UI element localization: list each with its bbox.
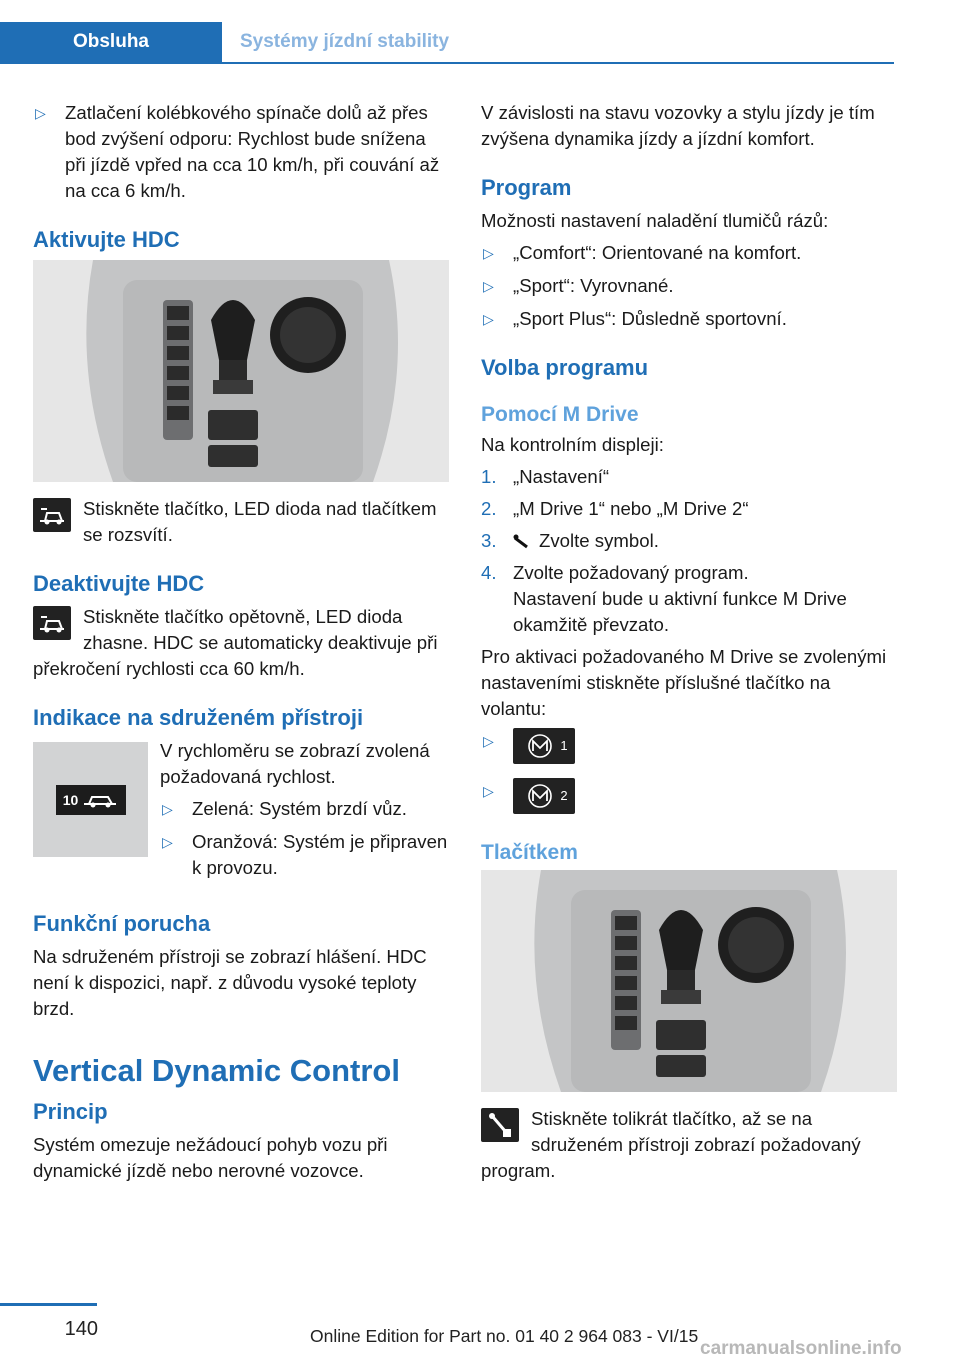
triangle-bullet-icon: ▷ bbox=[35, 105, 46, 121]
header-rule bbox=[0, 62, 894, 64]
list-item: ▷ „Comfort“: Orientované na komfort. bbox=[481, 240, 897, 266]
bullet-list bbox=[33, 100, 449, 204]
intro-text: V závislosti na stavu vozovky a stylu jízdy je tím zvýšena dynamika jízdy a jízdní komfort. bbox=[481, 102, 875, 149]
deactivate-hdc-heading: Deaktivujte HDC bbox=[33, 571, 205, 596]
malfunction-heading: Funkční porucha bbox=[33, 911, 211, 936]
principle-heading: Princip bbox=[33, 1099, 108, 1124]
list-item bbox=[481, 728, 897, 764]
triangle-bullet-icon: ▷ bbox=[483, 245, 494, 261]
speed-readout: 10 bbox=[62, 791, 79, 808]
m1-button-icon: 1 bbox=[513, 728, 575, 764]
list-item: ▷ Oranžová: Systém je připraven k provozu. bbox=[162, 831, 448, 878]
mdrive-text: Na kontrolním displeji: bbox=[481, 434, 664, 455]
select-program-heading: Volba programu bbox=[481, 355, 649, 380]
program-text: Možnosti nastavení naladění tlumičů rázů: bbox=[481, 210, 829, 231]
hdc-button-icon bbox=[33, 498, 71, 532]
triangle-bullet-icon: ▷ bbox=[483, 311, 494, 327]
mdrive-buttons-list bbox=[481, 728, 897, 814]
activate-note bbox=[33, 496, 449, 548]
list-item bbox=[481, 778, 897, 814]
instrument-cluster-image bbox=[33, 742, 148, 857]
list-item: 4. Zvolte požadovaný program. Nastavení bude u aktivní funkce M Drive okamžitě převzato. bbox=[481, 562, 847, 635]
triangle-bullet-icon: ▷ bbox=[483, 278, 494, 294]
list-item: ▷ Zelená: Systém brzdí vůz. bbox=[160, 796, 449, 822]
display-text: V rychloměru se zobrazí zvolená požadovaná rychlost. bbox=[160, 740, 430, 787]
hdc-car-icon bbox=[82, 791, 118, 809]
triangle-bullet-icon: ▷ bbox=[162, 801, 173, 817]
program-heading: Program bbox=[481, 175, 572, 200]
left-column bbox=[33, 100, 449, 1190]
triangle-bullet-icon: ▷ bbox=[162, 834, 173, 850]
edition-note: Online Edition for Part no. 01 40 2 964 083 - VI/15 bbox=[310, 1326, 699, 1346]
wheel-text: Pro aktivaci požadovaného M Drive se zvolenými nastaveními stiskněte příslušné tlačítko na volantu: bbox=[481, 646, 887, 719]
mdrive-heading: Pomocí M Drive bbox=[481, 403, 639, 426]
section-tab[interactable]: Systémy jízdní stability bbox=[240, 31, 450, 52]
hdc-button-icon bbox=[33, 606, 71, 640]
center-console-photo bbox=[33, 260, 449, 482]
malfunction-text: Na sdruženém přístroji se zobrazí hlášení. HDC není k dispozici, např. z důvodu vysoké teploty brzd. bbox=[33, 946, 427, 1019]
vdc-heading: Vertical Dynamic Control bbox=[33, 1053, 400, 1088]
list-item: ▷ „Sport“: Vyrovnané. bbox=[481, 273, 897, 299]
button-heading: Tlačítkem bbox=[481, 841, 578, 864]
list-item: 2. „M Drive 1“ nebo „M Drive 2“ bbox=[481, 498, 749, 519]
list-item: ▷ Zatlačení kolébkového spínače dolů až přes bod zvýšení odporu: Rychlost bude snížena při jízdě vpřed na cca 10 km/h, při couvání až na cca 6 km/h. bbox=[35, 102, 440, 201]
display-bullets bbox=[160, 796, 449, 881]
button-paragraph bbox=[481, 1106, 897, 1184]
m2-button-icon: 2 bbox=[513, 778, 575, 814]
principle-text: Systém omezuje nežádoucí pohyb vozu při dynamické jízdě nebo nerovné vozovce. bbox=[33, 1134, 388, 1181]
center-console-photo bbox=[481, 870, 897, 1092]
footer-rule bbox=[0, 1303, 97, 1306]
deactivate-text: Stiskněte tlačítko opětovně, LED dioda zhasne. HDC se automaticky deaktivuje při překročení rychlosti cca 60 km/h. bbox=[33, 606, 438, 679]
button-text: Stiskněte tolikrát tlačítko, až se na sdruženém přístroji zobrazí požadovaný program. bbox=[481, 1108, 861, 1181]
right-column bbox=[481, 100, 897, 1184]
activate-text: Stiskněte tlačítko, LED dioda nad tlačítkem se rozsvítí. bbox=[83, 498, 437, 545]
list-item: 3. Zvolte symbol. bbox=[481, 530, 659, 551]
steps-list bbox=[481, 464, 897, 638]
program-list bbox=[481, 240, 897, 332]
list-item: ▷ „Sport Plus“: Důsledně sportovní. bbox=[481, 306, 897, 332]
page-number: 140 bbox=[64, 1318, 98, 1340]
list-item: 1. „Nastavení“ bbox=[481, 466, 610, 487]
chapter-tab[interactable]: Obsluha bbox=[0, 22, 222, 62]
display-section bbox=[33, 738, 449, 888]
vdc-button-icon bbox=[481, 1108, 519, 1142]
deactivate-paragraph bbox=[33, 604, 449, 682]
watermark: carmanualsonline.info bbox=[700, 1338, 902, 1359]
activate-hdc-heading: Aktivujte HDC bbox=[33, 227, 180, 252]
setup-tool-icon bbox=[513, 534, 533, 550]
triangle-bullet-icon: ▷ bbox=[483, 733, 494, 749]
triangle-bullet-icon: ▷ bbox=[483, 783, 494, 799]
page-header bbox=[0, 0, 960, 66]
display-heading: Indikace na sdruženém přístroji bbox=[33, 705, 364, 730]
